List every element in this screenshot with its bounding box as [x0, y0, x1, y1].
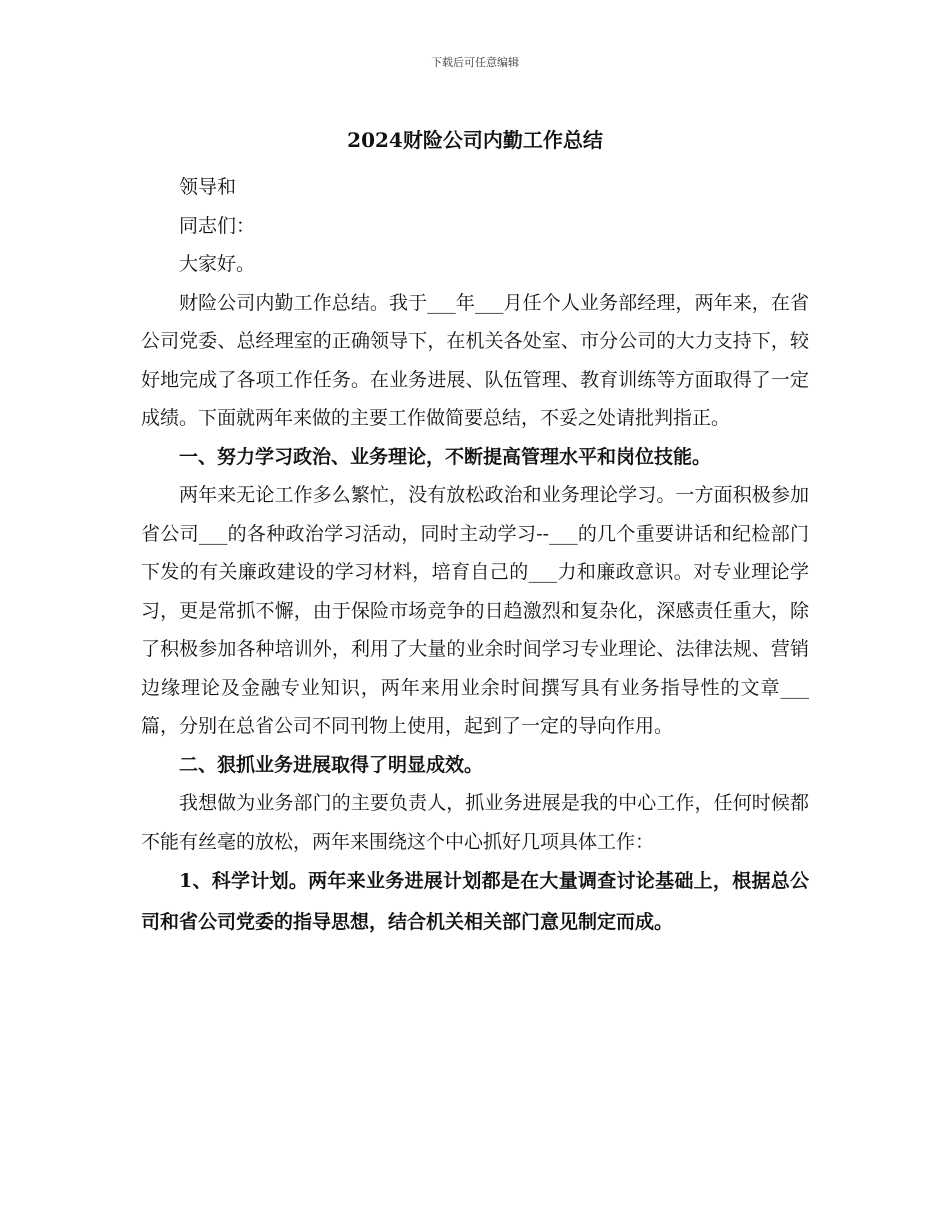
section-1-paragraph: 两年来无论工作多么繁忙，没有放松政治和业务理论学习。一方面积极参加省公司___的各种政治学习活动，同时主动学习--___的几个重要讲话和纪检部门下发的有关廉政建设的学习材料，培育自己的___力和廉政意识。对专业理论学习，更是常抓不懈，由于保险市场竞争的日趋激烈和复杂化，深感责任重大，除了积极参加各种培训外，利用了大量的业余时间学习专业理论、法律法规、营销边缘理论及金融专业知识，两年来用业余时间撰写具有业务指导性的文章___篇，分别在总省公司不同刊物上使用，起到了一定的导向作用。 — [141, 484, 809, 737]
document-title: 2024财险公司内勤工作总结 — [347, 128, 603, 152]
section-heading-2: 二、狠抓业务进展取得了明显成效。 — [179, 753, 484, 776]
intro-paragraph: 财险公司内勤工作总结。我于___年___月任个人业务部经理，两年来，在省公司党委、总经理室的正确领导下，在机关各处室、市分公司的大力支持下，较好地完成了各项工作任务。在业务进展、队伍管理、教育训练等方面取得了一定成绩。下面就两年来做的主要工作做简要总结，不妥之处请批判指正。 — [141, 291, 809, 429]
salutation-line-2: 同志们： — [179, 214, 256, 237]
section-2-paragraph: 我想做为业务部门的主要负责人，抓业务进展是我的中心工作，任何时候都不能有丝毫的放松，两年来围绕这个中心抓好几项具体工作： — [141, 792, 809, 853]
item-1-paragraph: 1、科学计划。两年来业务进展计划都是在大量调查讨论基础上，根据总公司和省公司党委的指导思想，结合机关相关部门意见制定而成。 — [141, 870, 809, 933]
greeting-line: 大家好。 — [179, 253, 256, 275]
header-note: 下载后可任意编辑 — [431, 56, 519, 69]
document-body — [141, 168, 809, 943]
section-heading-1: 一、努力学习政治、业务理论，不断提高管理水平和岗位技能。 — [179, 445, 712, 468]
salutation-line-1: 领导和 — [179, 176, 237, 198]
